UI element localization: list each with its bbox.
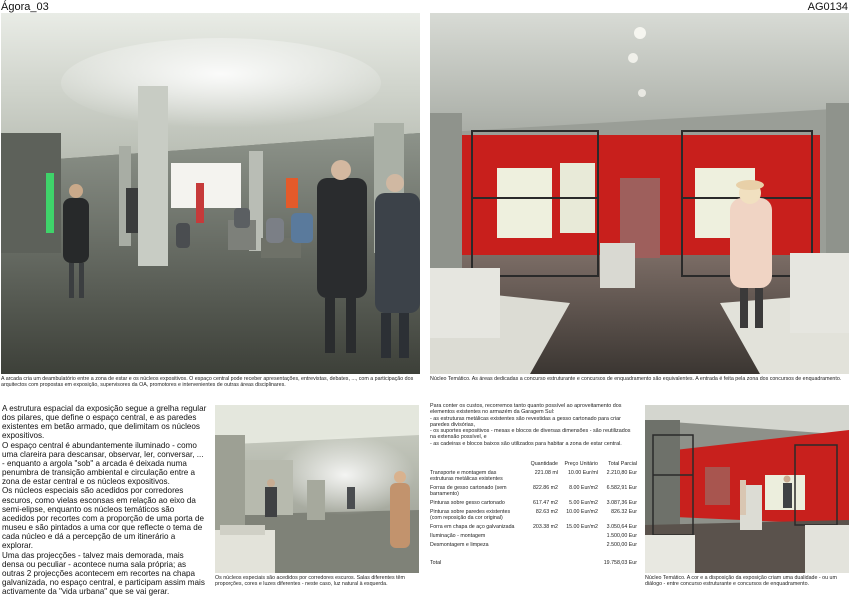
row-item: Pinturas sobre paredes existentes (com reposição da cor original) bbox=[430, 509, 518, 524]
body-paragraph: Uma das projecções - talvez mais demorada, mais densa ou peculiar - acontece numa sala própria; as outras 2 projecções acontecem em recortes na chapa galvanizada, no espaço central, e participam assim mais activamente da "vida urbana" que se vai gerar. bbox=[2, 551, 207, 596]
body-text bbox=[2, 404, 207, 596]
table-row bbox=[430, 542, 637, 551]
row-qty bbox=[518, 542, 558, 551]
table-row bbox=[430, 485, 637, 500]
caption-central-space: A arcada cria um deambulatório entre a zona de estar e os núcleos expositivos. O espaço central pode receber apresentações, entrevistas, debates, ..., com a participação dos arquitectos com propostas em exposição, supervisores da OA, promotores e intervenientes de outras áreas disciplinares. bbox=[1, 376, 420, 389]
table-row bbox=[430, 470, 637, 485]
table-row bbox=[430, 500, 637, 509]
caption-special-nucleus: Os núcleos especiais são acedidos por corredores escuros. Salas diferentes têm proporções, cores e luzes diferentes - neste caso, luz natural à esquerda. bbox=[215, 575, 419, 588]
body-paragraph: A estrutura espacial da exposição segue a grelha regular dos pilares, que define o espaço central, e as paredes existentes em betão armado, que delimitam os núcleos expositivos. bbox=[2, 404, 207, 441]
header-partial-total: Total Parcial bbox=[598, 461, 637, 470]
project-title: Ágora_03 bbox=[1, 1, 49, 13]
row-item: Desmontagem e limpeza bbox=[430, 542, 518, 551]
row-total: 1.500,00 Eur bbox=[598, 533, 637, 542]
project-code: AG0134 bbox=[808, 1, 848, 13]
row-total: 3.087,36 Eur bbox=[598, 500, 637, 509]
cost-intro-line: - os suportes expositivos - mesas e blocos de diversas dimensões - são reutilizados na extensão possível, e bbox=[430, 428, 635, 441]
total-label: Total bbox=[430, 551, 518, 566]
row-qty: 203.38 m2 bbox=[518, 524, 558, 533]
row-item: Iluminação - montagem bbox=[430, 533, 518, 542]
render-central-space bbox=[1, 13, 420, 374]
row-total: 3.050,64 Eur bbox=[598, 524, 637, 533]
row-total: 826.32 Eur bbox=[598, 509, 637, 524]
cost-intro-line: - as cadeiras e blocos baixos são utilizados para habitar a zona de estar central. bbox=[430, 441, 635, 447]
row-unit bbox=[558, 533, 598, 542]
row-total: 6.582,91 Eur bbox=[598, 485, 637, 500]
cost-intro-line: Para conter os custos, recorremos tanto quanto possível ao aproveitamento dos elementos existentes no armazém da Garagem Sul: bbox=[430, 403, 635, 416]
row-unit: 10.00 Eur/ml bbox=[558, 470, 598, 485]
row-item: Forras de gesso cartonado (sem barramento) bbox=[430, 485, 518, 500]
row-total: 2.210,80 Eur bbox=[598, 470, 637, 485]
table-row bbox=[430, 524, 637, 533]
render-thematic-nucleus bbox=[430, 13, 849, 374]
caption-thematic-nucleus: Núcleo Temático. As áreas dedicadas a concurso estruturante e concursos de enquadramento são equivalentes. A entrada é feita pela zona dos concursos de enquadramento. bbox=[430, 376, 849, 382]
header-unit-price: Preço Unitário bbox=[558, 461, 598, 470]
cost-table bbox=[430, 461, 637, 566]
render-special-nucleus bbox=[215, 405, 419, 573]
row-qty: 617.47 m2 bbox=[518, 500, 558, 509]
table-row bbox=[430, 509, 637, 524]
cost-table-header bbox=[430, 461, 637, 470]
table-total-row bbox=[430, 551, 637, 566]
row-qty bbox=[518, 533, 558, 542]
total-value: 19.758,03 Eur bbox=[598, 551, 637, 566]
table-row bbox=[430, 533, 637, 542]
caption-thematic-dialogue: Núcleo Temático. A cor e a disposição da exposição criam uma dualidade - ou um diálogo - entre concurso estruturante e concursos de enquadramento. bbox=[645, 575, 849, 588]
row-item: Transporte e montagem das estruturas metálicas existentes bbox=[430, 470, 518, 485]
row-item: Forra em chapa de aço galvanizada bbox=[430, 524, 518, 533]
row-unit: 10.00 Eur/m2 bbox=[558, 509, 598, 524]
cost-intro-line: - as estruturas metálicas existentes são revestidas a gesso cartonado para criar paredes divisórias, bbox=[430, 416, 635, 429]
render-thematic-dialogue bbox=[645, 405, 849, 573]
row-qty: 822.86 m2 bbox=[518, 485, 558, 500]
row-qty: 82.63 m2 bbox=[518, 509, 558, 524]
row-total: 2.500,00 Eur bbox=[598, 542, 637, 551]
row-item: Pinturas sobre gesso cartonado bbox=[430, 500, 518, 509]
body-paragraph: O espaço central é abundantemente iluminado - como uma clareira para descansar, observar, ler, conversar, ... - enquanto a argola "sob" a arcada é deixada numa penumbra de transição ambiental e circulação entre a zona de estar central e os núcleos expositivos. bbox=[2, 441, 207, 487]
row-unit bbox=[558, 542, 598, 551]
row-unit: 5.00 Eur/m2 bbox=[558, 500, 598, 509]
row-unit: 15.00 Eur/m2 bbox=[558, 524, 598, 533]
row-unit: 8.00 Eur/m2 bbox=[558, 485, 598, 500]
cost-intro bbox=[430, 403, 635, 447]
body-paragraph: Os núcleos especiais são acedidos por corredores escuros, como vielas esconsas em relação ao eixo da semi-elipse, enquanto os núcleos temáticos são acedidos por recortes com a proporção de uma porta de museu e são pintados a uma cor que reflecte o tema de cada núcleo e dá a percepção de um itinerário a explorar. bbox=[2, 486, 207, 550]
header-quantity: Quantidade bbox=[518, 461, 558, 470]
row-qty: 221.08 ml bbox=[518, 470, 558, 485]
